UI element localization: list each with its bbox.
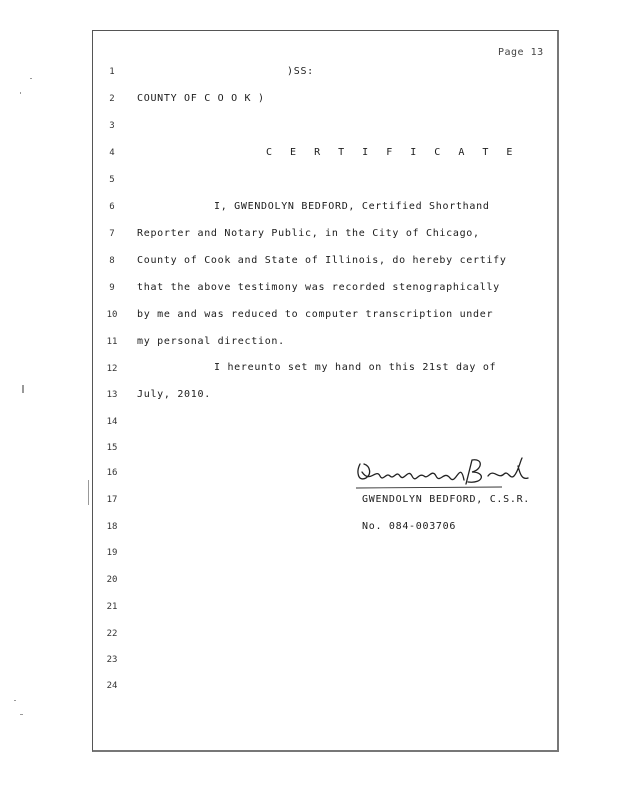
line-text: I hereunto set my hand on this 21st day of <box>214 362 497 373</box>
reporter-name: GWENDOLYN BEDFORD, C.S.R. <box>362 494 531 505</box>
certificate-heading: C E R T I F I C A T E <box>266 147 519 158</box>
line-number: 1 <box>109 67 115 77</box>
scan-speck <box>20 92 21 94</box>
scan-speck <box>88 480 89 505</box>
line-number: 4 <box>109 148 115 158</box>
scan-speck <box>20 714 23 715</box>
scan-speck <box>30 78 32 79</box>
line-number: 11 <box>106 337 118 347</box>
line-text: COUNTY OF C O O K ) <box>137 93 265 104</box>
line-number: 16 <box>106 468 118 478</box>
line-number: 22 <box>106 629 118 639</box>
line-text: )SS: <box>287 66 314 77</box>
line-text: that the above testimony was recorded stenographically <box>137 282 500 293</box>
line-number: 2 <box>109 94 115 104</box>
signature <box>352 454 532 492</box>
license-number: No. 084-003706 <box>362 521 457 532</box>
line-number: 20 <box>106 575 118 585</box>
line-number: 5 <box>109 175 115 185</box>
line-text: I, GWENDOLYN BEDFORD, Certified Shorthand <box>214 201 490 212</box>
line-number: 17 <box>106 495 118 505</box>
line-text: July, 2010. <box>137 389 211 400</box>
line-number: 14 <box>106 417 118 427</box>
line-number: 23 <box>106 655 118 665</box>
line-number: 18 <box>106 522 118 532</box>
line-text: my personal direction. <box>137 336 285 347</box>
scan-speck <box>22 385 24 393</box>
line-number: 21 <box>106 602 118 612</box>
line-number: 13 <box>106 390 118 400</box>
line-number: 24 <box>106 681 118 691</box>
line-number: 12 <box>106 364 118 374</box>
line-number: 9 <box>109 283 115 293</box>
page-number: Page 13 <box>498 47 544 58</box>
line-number: 6 <box>109 202 115 212</box>
scan-speck <box>14 700 16 701</box>
line-number: 15 <box>106 443 118 453</box>
line-text: Reporter and Notary Public, in the City of Chicago, <box>137 228 480 239</box>
line-text: County of Cook and State of Illinois, do hereby certify <box>137 255 507 266</box>
line-number: 3 <box>109 121 115 131</box>
line-number: 8 <box>109 256 115 266</box>
line-number: 7 <box>109 229 115 239</box>
line-number: 19 <box>106 548 118 558</box>
line-text: by me and was reduced to computer transcription under <box>137 309 494 320</box>
line-number: 10 <box>106 310 118 320</box>
